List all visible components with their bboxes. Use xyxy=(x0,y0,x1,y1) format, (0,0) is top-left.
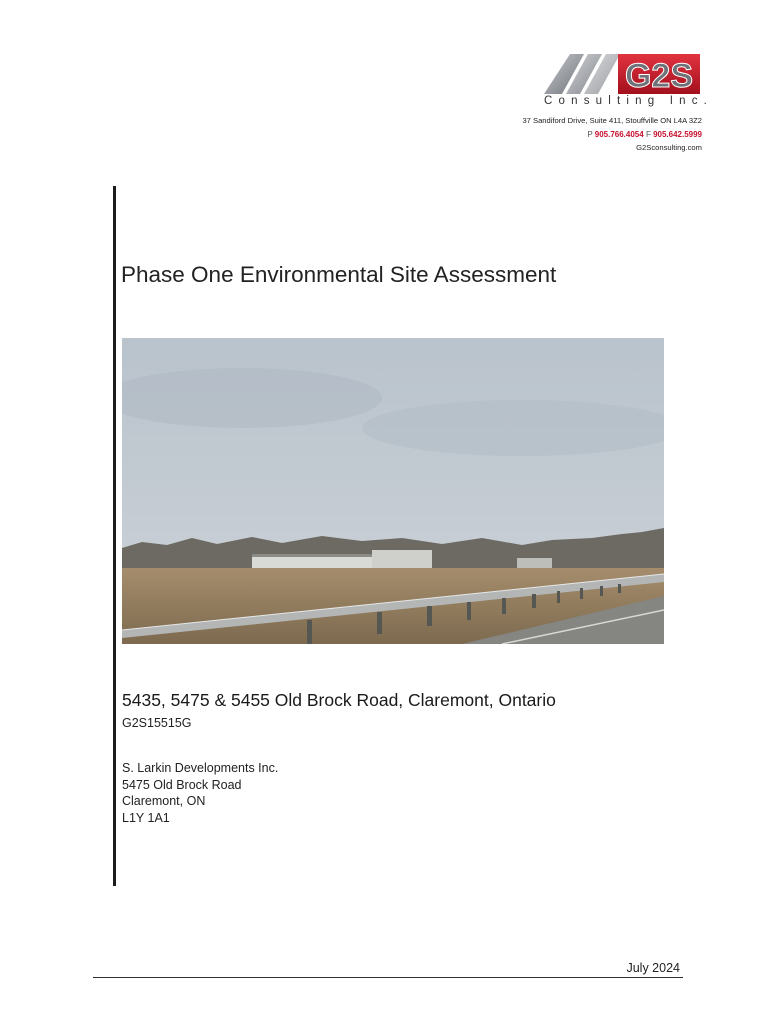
logo-subtitle: Consulting Inc. xyxy=(544,95,714,107)
project-number: G2S15515G xyxy=(122,716,192,730)
fax-number: 905.642.5999 xyxy=(653,130,702,139)
client-postal: L1Y 1A1 xyxy=(122,810,170,825)
report-title: Phase One Environmental Site Assessment xyxy=(121,262,557,287)
fax-label: F xyxy=(645,130,651,139)
phone-line xyxy=(587,130,702,139)
left-vertical-rule xyxy=(113,186,116,886)
site-photo xyxy=(122,338,664,644)
logo-text: G2S xyxy=(624,57,694,95)
phone-label: P xyxy=(587,130,593,139)
company-address: 37 Sandiford Drive, Suite 411, Stouffville ON L4A 3Z2 xyxy=(522,116,702,125)
company-website[interactable]: G2Sconsulting.com xyxy=(636,143,702,152)
client-block xyxy=(122,760,278,826)
g2s-logo xyxy=(540,50,705,98)
site-address: 5435, 5475 & 5455 Old Brock Road, Claremont, Ontario xyxy=(122,690,556,710)
client-name: S. Larkin Developments Inc. xyxy=(122,761,279,775)
report-date: July 2024 xyxy=(626,961,680,975)
footer-rule xyxy=(93,977,683,978)
client-street: 5475 Old Brock Road xyxy=(122,777,242,792)
client-city: Claremont, ON xyxy=(122,794,206,808)
phone-number: 905.766.4054 xyxy=(594,130,644,139)
